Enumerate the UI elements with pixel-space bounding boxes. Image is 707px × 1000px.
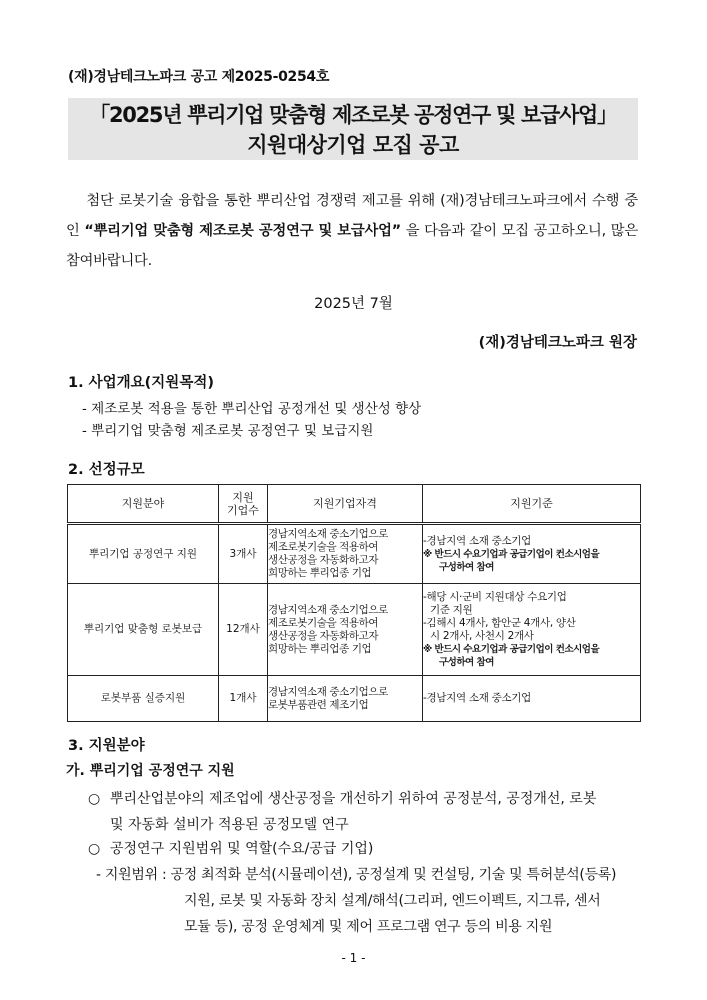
qualification: [268, 524, 423, 584]
table-row: [68, 524, 641, 584]
section-1-item: - 뿌리기업 맞춤형 제조로봇 공정연구 및 보급지원: [82, 423, 374, 439]
qualification-line: 제조로봇기술을 적용하여: [268, 616, 379, 629]
support-scope-label: - 지원범위 :: [96, 867, 167, 883]
qualification-line: 희망하는 뿌리업종 기업: [268, 567, 372, 579]
circle-bullet: ○: [88, 841, 101, 857]
table-header: 지원기업자격: [268, 485, 423, 524]
section-1-item: - 제조로봇 적용을 통한 뿌리산업 공정개선 및 생산성 향상: [82, 401, 422, 417]
qualification-line: 경남지역소재 중소기업으로: [268, 603, 388, 616]
criteria: [423, 524, 641, 584]
criteria-line: -경남지역 소재 중소기업: [423, 534, 531, 547]
intro-text-2: 을 다음과 같이 모집 공고하오니, 많은 참여바랍니다.: [66, 223, 638, 269]
intro-text-1: 첨단 로봇기술 융합을 통한 뿌리산업 경쟁력 제고를 위해 (재)경남테크노파크에서 수행 중인: [66, 193, 638, 239]
qualification-line: 생산공정을 자동화하고자: [268, 554, 379, 566]
table-header: 지원기준: [423, 485, 641, 524]
table-header-count: 지원 기업수: [227, 490, 259, 517]
selection-table: [67, 484, 641, 722]
table-header: 지원분야: [68, 485, 219, 524]
title-line-2: 지원대상기업 모집 공고: [247, 133, 459, 157]
support-field: 뿌리기업 공정연구 지원: [68, 524, 219, 584]
qualification-line: 생산공정을 자동화하고자: [268, 629, 379, 642]
qualification-line: 로봇부품관련 제조기업: [268, 698, 369, 711]
support-scope-text: 모듈 등), 공정 운영체계 및 제어 프로그램 연구 등의 비용 지원: [184, 919, 553, 935]
circle-item-text: 공정연구 지원범위 및 역할(수요/공급 기업): [110, 841, 374, 857]
criteria-note: ※ 반드시 수요기업과 공급기업이 컨소시엄을: [423, 548, 600, 560]
title-box: [68, 98, 638, 160]
table-header: [219, 485, 268, 524]
sub-heading: 가. 뿌리기업 공정연구 지원: [66, 763, 235, 779]
criteria-note: ※ 반드시 수요기업과 공급기업이 컨소시엄을: [423, 643, 600, 655]
support-field: 뿌리기업 맞춤형 로봇보급: [68, 584, 219, 676]
table-row: [68, 584, 641, 676]
intro-paragraph: [66, 186, 638, 276]
support-scope: [96, 862, 644, 940]
page-number: - 1 -: [341, 951, 366, 965]
qualification: [268, 676, 423, 722]
issuer: (재)경남테크노파크 원장: [478, 335, 637, 351]
qualification-line: 제조로봇기술을 적용하여: [268, 541, 379, 553]
criteria-line: -해당 시·군비 지원대상 수요기업: [423, 590, 567, 603]
section-2-heading: 2. 선정규모: [68, 462, 145, 478]
criteria-line: 기준 지원: [430, 603, 473, 616]
table-row: [68, 676, 641, 722]
section-1-heading: 1. 사업개요(지원목적): [68, 375, 214, 391]
criteria-line: -김해시 4개사, 함안군 4개사, 양산: [423, 616, 576, 629]
circle-item: [88, 836, 644, 862]
intro-bold-text: “뿌리기업 맞춤형 제조로봇 공정연구 및 보급사업”: [84, 223, 401, 239]
circle-bullet: ○: [88, 791, 101, 807]
qualification-line: 경남지역소재 중소기업으로: [268, 528, 388, 540]
section-3-heading: 3. 지원분야: [68, 738, 145, 754]
criteria: [423, 676, 641, 722]
criteria-note: 구성하여 참여: [439, 561, 494, 573]
support-scope-text: 지원, 로봇 및 자동화 장치 설계/해석(그리퍼, 엔드이펙트, 지그류, 센서: [184, 893, 601, 909]
notice-date: 2025년 7월: [314, 296, 393, 312]
circle-item: [88, 786, 644, 838]
support-scope-text: 공정 최적화 분석(시뮬레이션), 공정설계 및 컨설팅, 기술 및 특허분석(등록): [170, 867, 617, 883]
qualification-line: 경남지역소재 중소기업으로: [268, 685, 388, 698]
criteria: [423, 584, 641, 676]
company-count: 1개사: [219, 676, 268, 722]
company-count: 12개사: [219, 584, 268, 676]
table-header-row: [68, 485, 641, 524]
circle-item-text: 뿌리산업분야의 제조업에 생산공정을 개선하기 위하여 공정분석, 공정개선, 로봇: [110, 791, 597, 807]
support-field: 로봇부품 실증지원: [68, 676, 219, 722]
qualification-line: 희망하는 뿌리업종 기업: [268, 642, 372, 655]
company-count: 3개사: [219, 524, 268, 584]
circle-item-text: 및 자동화 설비가 적용된 공정모델 연구: [110, 817, 349, 833]
notice-number: (재)경남테크노파크 공고 제2025-0254호: [68, 69, 330, 85]
criteria-note: 구성하여 참여: [439, 656, 494, 668]
criteria-line: 시 2개사, 사천시 2개사: [430, 629, 534, 642]
qualification: [268, 584, 423, 676]
title-line-1: 「2025년 뿌리기업 맞춤형 제조로봇 공정연구 및 보급사업」: [89, 103, 617, 127]
criteria-line: -경남지역 소재 중소기업: [423, 692, 531, 704]
